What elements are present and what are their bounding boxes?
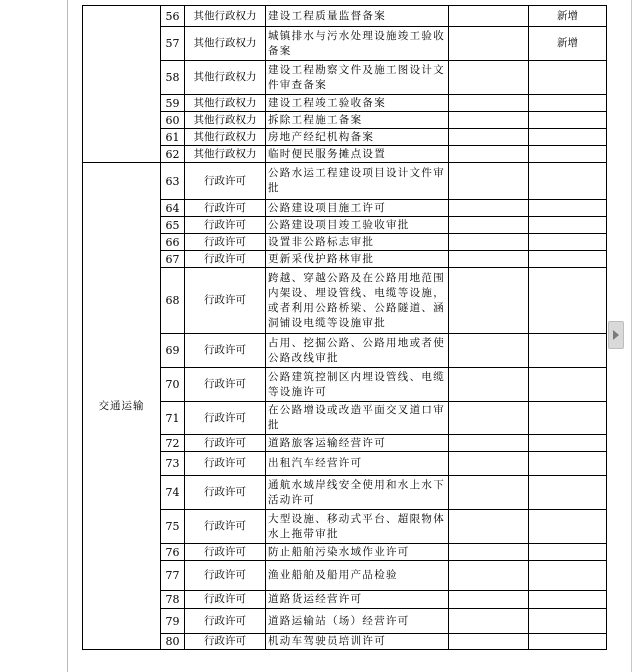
item-number: 65 — [161, 217, 185, 234]
power-type: 行政许可 — [185, 200, 266, 217]
table-row — [83, 234, 607, 251]
note-cell — [529, 95, 607, 112]
table-row — [83, 112, 607, 129]
item-name: 道路运输站（场）经营许可 — [266, 609, 449, 634]
item-number: 78 — [161, 591, 185, 609]
item-number: 69 — [161, 334, 185, 368]
power-type: 其他行政权力 — [185, 146, 266, 163]
empty-cell — [449, 112, 529, 129]
note-cell — [529, 476, 607, 510]
item-name: 公路建设项目竣工验收审批 — [266, 217, 449, 234]
item-name: 道路货运经营许可 — [266, 591, 449, 609]
table-row — [83, 368, 607, 402]
note-cell — [529, 268, 607, 334]
table-row — [83, 634, 607, 650]
item-number: 58 — [161, 61, 185, 95]
note-cell — [529, 368, 607, 402]
note-cell — [529, 591, 607, 609]
power-type: 行政许可 — [185, 609, 266, 634]
power-type: 行政许可 — [185, 544, 266, 561]
item-number: 67 — [161, 251, 185, 268]
note-cell: 新增 — [529, 6, 607, 27]
table-row — [83, 591, 607, 609]
item-number: 63 — [161, 163, 185, 200]
item-name: 城镇排水与污水处理设施竣工验收备案 — [266, 27, 449, 61]
note-cell — [529, 609, 607, 634]
note-cell — [529, 61, 607, 95]
empty-cell — [449, 200, 529, 217]
department-cell-previous — [83, 6, 161, 163]
table-row — [83, 61, 607, 95]
item-number: 74 — [161, 476, 185, 510]
empty-cell — [449, 268, 529, 334]
item-number: 56 — [161, 6, 185, 27]
item-number: 80 — [161, 634, 185, 650]
table-row — [83, 435, 607, 452]
item-name: 公路建设项目施工许可 — [266, 200, 449, 217]
empty-cell — [449, 234, 529, 251]
item-name: 出租汽车经营许可 — [266, 452, 449, 476]
power-type: 其他行政权力 — [185, 95, 266, 112]
item-number: 57 — [161, 27, 185, 61]
item-number: 60 — [161, 112, 185, 129]
table-row — [83, 95, 607, 112]
empty-cell — [449, 334, 529, 368]
item-name: 建设工程竣工验收备案 — [266, 95, 449, 112]
empty-cell — [449, 251, 529, 268]
table-row — [83, 200, 607, 217]
power-type: 其他行政权力 — [185, 6, 266, 27]
item-name: 通航水域岸线安全使用和水上水下活动许可 — [266, 476, 449, 510]
item-number: 59 — [161, 95, 185, 112]
item-number: 62 — [161, 146, 185, 163]
note-cell — [529, 561, 607, 591]
empty-cell — [449, 217, 529, 234]
table-row — [83, 334, 607, 368]
empty-cell — [449, 476, 529, 510]
item-number: 72 — [161, 435, 185, 452]
item-name: 建设工程质量监督备案 — [266, 6, 449, 27]
table-row — [83, 217, 607, 234]
power-type: 行政许可 — [185, 561, 266, 591]
power-list-table — [82, 5, 607, 650]
power-type: 其他行政权力 — [185, 27, 266, 61]
chevron-right-icon — [613, 330, 619, 340]
table-row — [83, 6, 607, 27]
power-type: 行政许可 — [185, 368, 266, 402]
item-number: 66 — [161, 234, 185, 251]
item-number: 71 — [161, 402, 185, 435]
power-type: 行政许可 — [185, 217, 266, 234]
item-number: 64 — [161, 200, 185, 217]
item-number: 61 — [161, 129, 185, 146]
empty-cell — [449, 402, 529, 435]
item-name: 渔业船舶及船用产品检验 — [266, 561, 449, 591]
power-type: 其他行政权力 — [185, 112, 266, 129]
item-name: 建设工程勘察文件及施工图设计文件审查备案 — [266, 61, 449, 95]
table-row — [83, 452, 607, 476]
table-row — [83, 146, 607, 163]
item-name: 公路水运工程建设项目设计文件审批 — [266, 163, 449, 200]
note-cell — [529, 544, 607, 561]
page-left-border — [67, 0, 68, 672]
table-row — [83, 251, 607, 268]
item-number: 70 — [161, 368, 185, 402]
item-number: 75 — [161, 510, 185, 544]
item-name: 更新采伐护路林审批 — [266, 251, 449, 268]
table-row — [83, 129, 607, 146]
power-type: 其他行政权力 — [185, 129, 266, 146]
note-cell — [529, 217, 607, 234]
table-row — [83, 163, 607, 200]
empty-cell — [449, 609, 529, 634]
power-type: 行政许可 — [185, 402, 266, 435]
power-type: 行政许可 — [185, 334, 266, 368]
item-number: 73 — [161, 452, 185, 476]
power-type: 行政许可 — [185, 251, 266, 268]
item-name: 道路旅客运输经营许可 — [266, 435, 449, 452]
note-cell — [529, 452, 607, 476]
item-name: 设置非公路标志审批 — [266, 234, 449, 251]
item-name: 拆除工程施工备案 — [266, 112, 449, 129]
power-type: 行政许可 — [185, 234, 266, 251]
empty-cell — [449, 634, 529, 650]
empty-cell — [449, 452, 529, 476]
table-row — [83, 268, 607, 334]
item-number: 77 — [161, 561, 185, 591]
empty-cell — [449, 435, 529, 452]
item-number: 68 — [161, 268, 185, 334]
note-cell — [529, 402, 607, 435]
item-name: 房地产经纪机构备案 — [266, 129, 449, 146]
note-cell — [529, 146, 607, 163]
power-type: 其他行政权力 — [185, 61, 266, 95]
power-type: 行政许可 — [185, 435, 266, 452]
empty-cell — [449, 61, 529, 95]
note-cell — [529, 112, 607, 129]
power-type: 行政许可 — [185, 476, 266, 510]
empty-cell — [449, 27, 529, 61]
empty-cell — [449, 510, 529, 544]
department-cell-transport: 交通运输 — [83, 163, 161, 650]
empty-cell — [449, 146, 529, 163]
power-type: 行政许可 — [185, 591, 266, 609]
note-cell — [529, 634, 607, 650]
item-name: 跨越、穿越公路及在公路用地范围内架设、埋设管线、电缆等设施，或者利用公路桥梁、公路隧道、涵洞铺设电缆等设施审批 — [266, 268, 449, 334]
power-type: 行政许可 — [185, 268, 266, 334]
power-type: 行政许可 — [185, 510, 266, 544]
note-cell — [529, 129, 607, 146]
table-row — [83, 510, 607, 544]
empty-cell — [449, 561, 529, 591]
item-name: 在公路增设或改造平面交叉道口审批 — [266, 402, 449, 435]
page-nav-tab[interactable] — [608, 321, 624, 349]
table-row — [83, 609, 607, 634]
item-name: 大型设施、移动式平台、超限物体水上拖带审批 — [266, 510, 449, 544]
note-cell: 新增 — [529, 27, 607, 61]
item-name: 占用、挖掘公路、公路用地或者使公路改线审批 — [266, 334, 449, 368]
note-cell — [529, 234, 607, 251]
power-type: 行政许可 — [185, 163, 266, 200]
empty-cell — [449, 591, 529, 609]
page-right-border — [631, 0, 632, 672]
table-row — [83, 561, 607, 591]
note-cell — [529, 435, 607, 452]
note-cell — [529, 200, 607, 217]
table-row — [83, 476, 607, 510]
item-name: 机动车驾驶员培训许可 — [266, 634, 449, 650]
table-row — [83, 544, 607, 561]
item-name: 公路建筑控制区内埋设管线、电缆等设施许可 — [266, 368, 449, 402]
item-number: 76 — [161, 544, 185, 561]
power-type: 行政许可 — [185, 634, 266, 650]
note-cell — [529, 163, 607, 200]
note-cell — [529, 251, 607, 268]
table-row — [83, 402, 607, 435]
empty-cell — [449, 95, 529, 112]
empty-cell — [449, 6, 529, 27]
note-cell — [529, 334, 607, 368]
item-name: 临时便民服务摊点设置 — [266, 146, 449, 163]
item-name: 防止船舶污染水域作业许可 — [266, 544, 449, 561]
empty-cell — [449, 129, 529, 146]
note-cell — [529, 510, 607, 544]
table-row — [83, 27, 607, 61]
empty-cell — [449, 544, 529, 561]
item-number: 79 — [161, 609, 185, 634]
empty-cell — [449, 368, 529, 402]
power-type: 行政许可 — [185, 452, 266, 476]
empty-cell — [449, 163, 529, 200]
